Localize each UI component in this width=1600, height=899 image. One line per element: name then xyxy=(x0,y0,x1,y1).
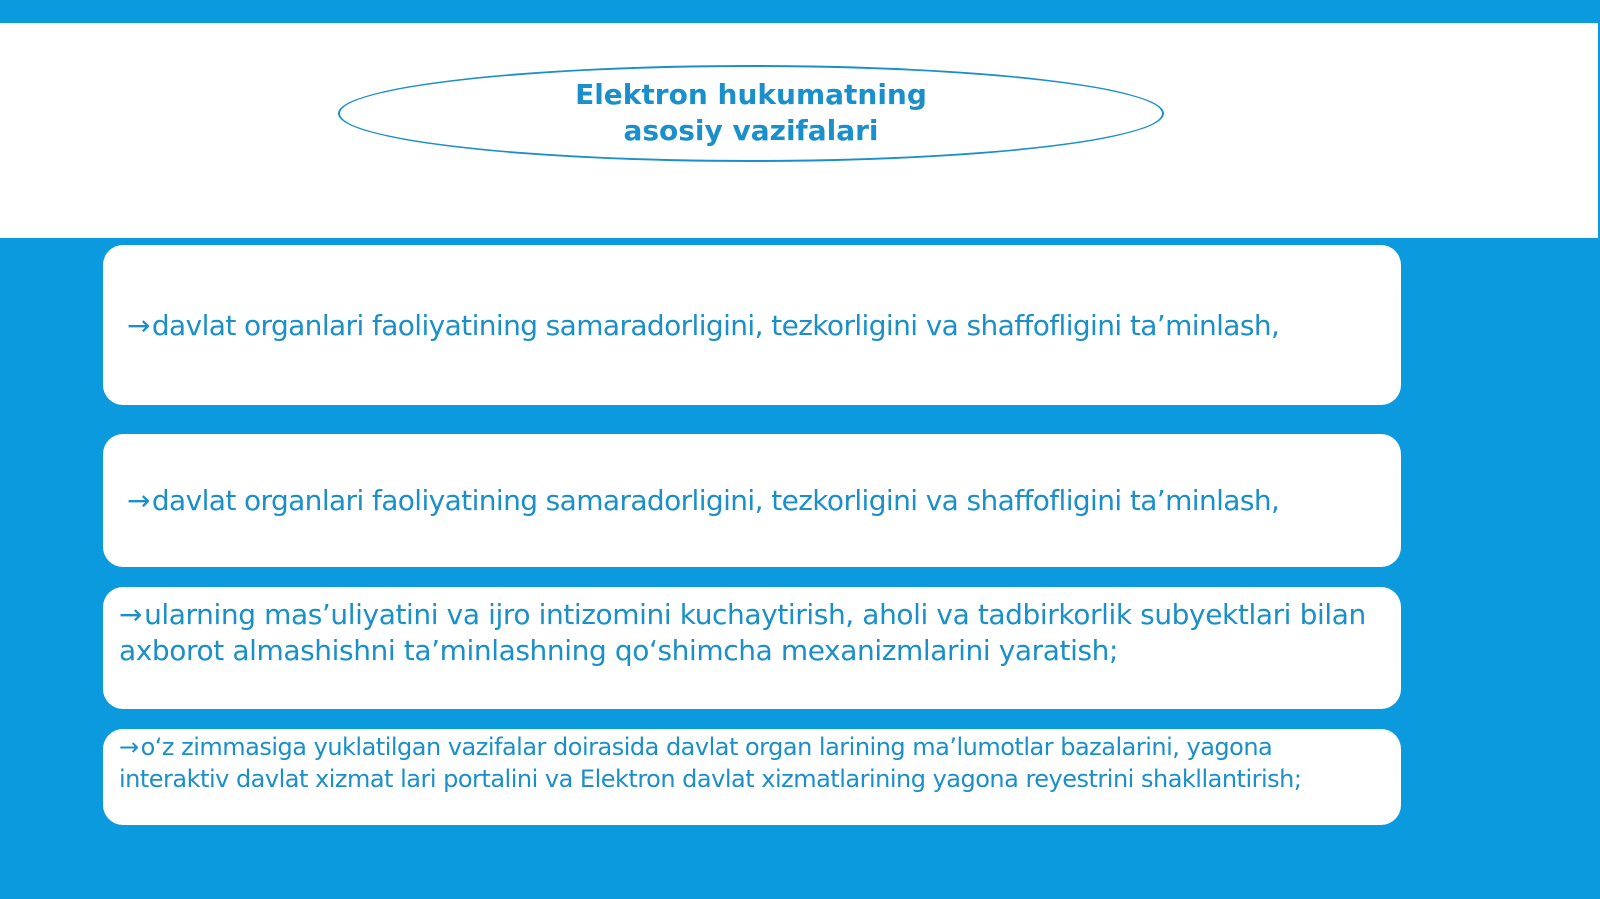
title-ellipse xyxy=(338,65,1164,162)
arrow-right-icon: → xyxy=(119,733,139,761)
task-text xyxy=(119,731,1385,795)
page-title: Elektron hukumatning asosiy vazifalari xyxy=(575,77,927,147)
arrow-right-icon: → xyxy=(119,598,143,631)
task-card xyxy=(103,729,1401,825)
arrow-right-icon: → xyxy=(127,308,150,342)
task-card xyxy=(103,587,1401,709)
task-card xyxy=(103,434,1401,567)
task-label: o‘z zimmasiga yuklatilgan vazifalar doirasida davlat organ larining ma’lumotlar bazalarini, yagona interaktiv davlat xizmat lari portalini va Elektron davlat xizmatlarining yagona reyestrini shakllantirish; xyxy=(119,733,1302,793)
task-text xyxy=(127,309,1279,342)
arrow-right-icon: → xyxy=(127,484,150,517)
task-text xyxy=(127,484,1279,517)
task-label: davlat organlari faoliyatining samaradorligini, tezkorligini va shaffofligini ta’minlash, xyxy=(151,484,1280,517)
task-label: davlat organlari faoliyatining samaradorligini, tezkorligini va shaffofligini ta’minlash, xyxy=(151,308,1280,342)
task-text xyxy=(119,597,1385,669)
task-label: ularning mas’uliyatini va ijro intizomini kuchaytirish, aholi va tadbirkorlik subyektlari bilan axborot almashishni ta’minlashning qo‘shimcha mexanizmlarini yaratish; xyxy=(119,598,1366,667)
task-card xyxy=(103,245,1401,405)
